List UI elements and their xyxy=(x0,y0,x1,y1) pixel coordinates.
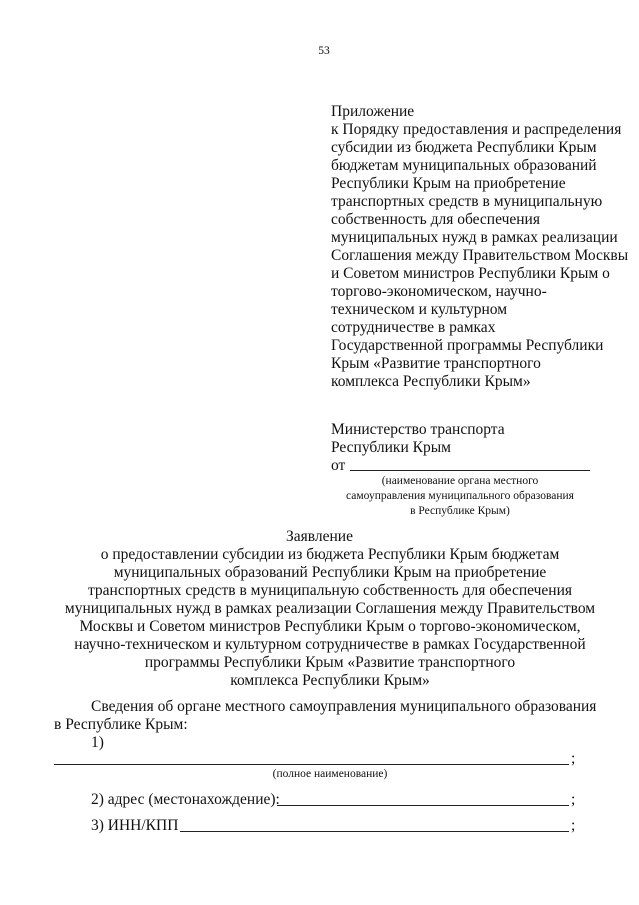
info-intro-cont: в Республике Крым: xyxy=(54,716,188,733)
addressee-republic: Республики Крым xyxy=(331,439,451,456)
statement-line: транспортных средств в муниципальную собственность для обеспечения xyxy=(87,582,573,599)
hint-line: в Республике Крым) xyxy=(410,505,510,517)
statement-line: программы Республики Крым «Развитие транспортного xyxy=(144,654,516,671)
appendix-line: комплекса Республики Крым» xyxy=(331,373,531,390)
appendix-line: собственность для обеспечения xyxy=(331,211,540,228)
from-label: от xyxy=(331,457,346,474)
appendix-line: бюджетам муниципальных образований xyxy=(331,157,597,174)
statement-line: научно-техническом и культурном сотрудничестве в рамках Государственной xyxy=(74,636,586,653)
item1-terminator: ; xyxy=(571,750,576,767)
statement-line: муниципальных нужд в рамках реализации Соглашения между Правительством xyxy=(64,600,596,617)
addressee-ministry: Министерство транспорта xyxy=(331,421,505,438)
hint-line: самоуправления муниципального образования xyxy=(346,490,574,502)
appendix-line: техническом и культурном xyxy=(331,301,508,318)
statement-line: Москвы и Советом министров Республики Крым о торгово-экономическом, xyxy=(79,618,581,635)
item3-terminator: ; xyxy=(571,817,576,834)
statement-title: Заявление xyxy=(286,528,353,545)
statement-line: о предоставлении субсидии из бюджета Республики Крым бюджетам xyxy=(100,546,560,563)
appendix-line: и Советом министров Республики Крым о xyxy=(331,265,610,282)
statement-line: муниципальных образований Республики Крым на приобретение xyxy=(113,564,547,581)
hint-line: (наименование органа местного xyxy=(381,475,539,487)
statement-line: комплекса Республики Крым» xyxy=(230,672,430,689)
appendix-line: Соглашения между Правительством Москвы xyxy=(331,247,629,264)
item3-label: 3) ИНН/КПП xyxy=(91,817,179,834)
full-name-hint: (полное наименование) xyxy=(272,768,388,780)
item2-terminator: ; xyxy=(571,791,576,808)
address-field[interactable] xyxy=(277,805,569,806)
full-name-field[interactable] xyxy=(54,764,569,765)
statement-body xyxy=(40,546,620,690)
page-number: 53 xyxy=(318,45,330,57)
appendix-line: Государственной программы Республики xyxy=(331,337,604,354)
appendix-text xyxy=(331,121,628,391)
appendix-line: сотрудничестве в рамках xyxy=(331,319,496,336)
appendix-line: к Порядку предоставления и распределения xyxy=(331,121,622,138)
appendix-line: торгово-экономическом, научно- xyxy=(331,283,547,300)
inn-kpp-field[interactable] xyxy=(180,831,569,832)
from-blank-line[interactable] xyxy=(350,470,590,471)
appendix-line: Крым «Развитие транспортного xyxy=(331,355,541,372)
from-hint xyxy=(318,474,602,519)
appendix-line: муниципальных нужд в рамках реализации xyxy=(331,229,618,246)
item2-label: 2) адрес (местонахождение): xyxy=(91,791,280,808)
appendix-title: Приложение xyxy=(331,103,415,120)
info-intro: Сведения об органе местного самоуправления муниципального образования xyxy=(91,698,597,715)
item1-label: 1) xyxy=(91,734,104,751)
appendix-line: транспортных средств в муниципальную xyxy=(331,193,603,210)
appendix-line: субсидии из бюджета Республики Крым xyxy=(331,139,597,156)
appendix-line: Республики Крым на приобретение xyxy=(331,175,566,192)
